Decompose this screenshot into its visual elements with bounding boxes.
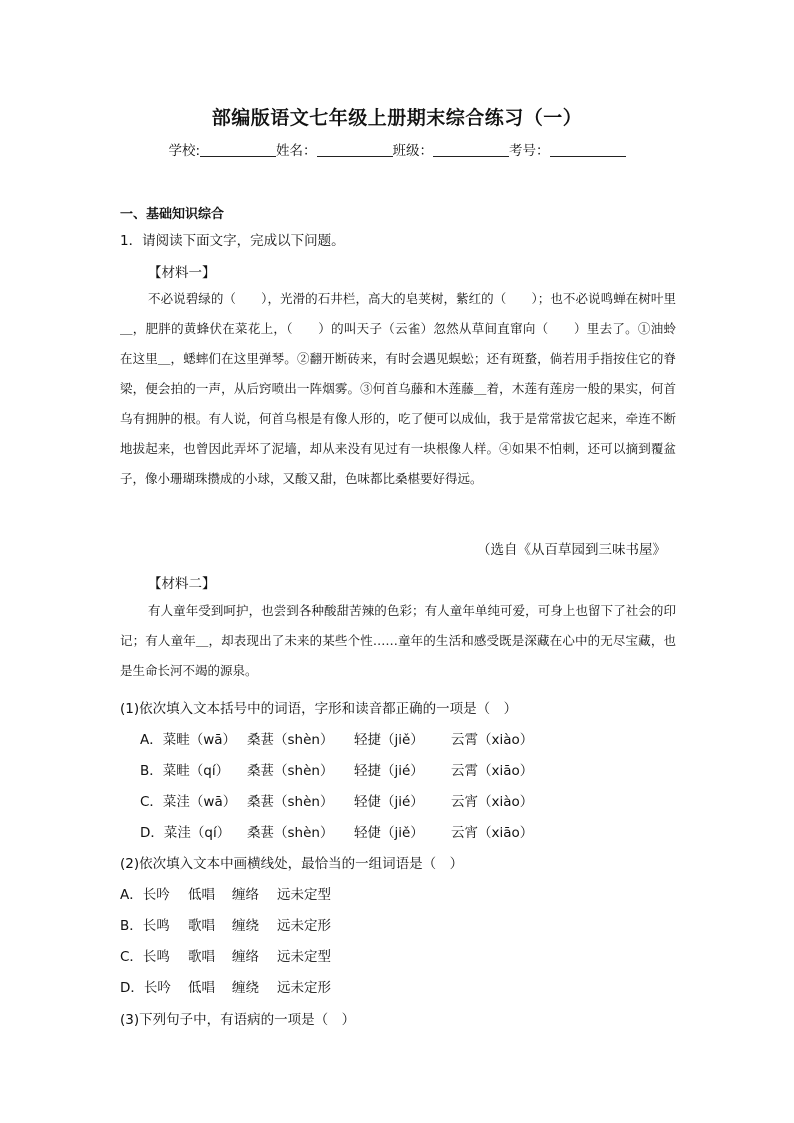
option-line bbox=[120, 945, 357, 965]
option-item: 缠绕 bbox=[232, 918, 259, 934]
option-item: 轻倢（jiě） bbox=[354, 825, 424, 841]
option-line bbox=[140, 728, 551, 748]
option-item: 云霄（xiào） bbox=[451, 732, 534, 748]
name-label: 姓名： bbox=[276, 143, 317, 159]
class-label: 班级： bbox=[392, 143, 434, 159]
option-label: D．长吟 bbox=[120, 980, 171, 996]
sub-question-2: (2)依次填入文本中画横线处，最恰当的一组词语是（ ） bbox=[120, 856, 464, 872]
material-1-heading: 【材料一】 bbox=[148, 265, 216, 281]
option-item: 歌唱 bbox=[188, 918, 215, 934]
material-1-source: （选自《从百草园到三味书屋》 bbox=[477, 542, 666, 558]
class-blank bbox=[433, 142, 509, 157]
option-label: A．菜畦（wā） bbox=[140, 732, 237, 748]
option-label: B．菜畦（qí） bbox=[140, 763, 230, 779]
option-item: 缠络 bbox=[232, 949, 259, 965]
exam-no-blank bbox=[550, 142, 626, 157]
option-label: D．菜洼（qí） bbox=[140, 825, 231, 841]
sub-question-3: (3)下列句子中，有语病的一项是（ ） bbox=[120, 1012, 356, 1028]
option-item: 缠络 bbox=[232, 887, 259, 903]
option-item: 桑葚（shèn） bbox=[247, 763, 334, 779]
option-item: 云宵（xiāo） bbox=[451, 825, 534, 841]
question-1: 1．请阅读下面文字，完成以下问题。 bbox=[120, 233, 345, 249]
option-item: 轻倢（jié） bbox=[354, 794, 424, 810]
student-info-line bbox=[0, 139, 794, 159]
material-1-text: 不必说碧绿的（ ），光滑的石井栏，高大的皂荚树，紫红的（ ）；也不必说鸣蝉在树叶里＿，肥胖的黄蜂伏在菜花上，（ ）的叫天子（云雀）忽然从草间直窜向（ ）里去了。①油蛉在这里＿，蟋蟀们在这里弹琴。②翻开断砖来，有时会遇见蜈蚣；还有斑蝥，倘若用手指按住它的脊梁，便会拍的一声，从后窍喷出一阵烟雾。③何首乌藤和木莲藤＿着，木莲有莲房一般的果实，何首乌有拥肿的根。有人说，何首乌根是有像人形的，吃了便可以成仙，我于是常常拔它起来，牵连不断地拔起来，也曾因此弄坏了泥墙，却从来没有见过有一块根像人样。④如果不怕刺，还可以摘到覆盆子，像小珊瑚珠攒成的小球，又酸又甜，色味都比桑椹要好得远。 bbox=[120, 291, 676, 486]
option-item: 歌唱 bbox=[188, 949, 215, 965]
option-label: C．长鸣 bbox=[120, 949, 170, 965]
school-blank bbox=[200, 142, 276, 157]
option-item: 缠绕 bbox=[232, 980, 259, 996]
option-label: A．长吟 bbox=[120, 887, 170, 903]
option-item: 低唱 bbox=[188, 887, 215, 903]
option-line bbox=[140, 759, 551, 779]
exam-no-label: 考号： bbox=[509, 143, 550, 159]
option-item: 轻捷（jiě） bbox=[354, 732, 424, 748]
option-item: 远未定形 bbox=[277, 980, 331, 996]
option-line bbox=[120, 883, 357, 903]
option-line bbox=[120, 914, 357, 934]
option-line bbox=[120, 976, 357, 996]
option-item: 轻捷（jié） bbox=[354, 763, 424, 779]
option-label: C．菜洼（wā） bbox=[140, 794, 237, 810]
material-2-heading: 【材料二】 bbox=[148, 576, 216, 592]
option-item: 桑葚（shèn） bbox=[247, 732, 334, 748]
material-2-text: 有人童年受到呵护，也尝到各种酸甜苦辣的色彩；有人童年单纯可爱，可身上也留下了社会的印记；有人童年＿，却表现出了未来的某些个性……童年的生活和感受既是深藏在心中的无尽宝藏，也是生命长河不竭的源泉。 bbox=[120, 603, 676, 678]
page-title: 部编版语文七年级上册期末综合练习（一） bbox=[211, 107, 583, 129]
section-heading: 一、基础知识综合 bbox=[120, 207, 225, 222]
option-item: 桑葚（shèn） bbox=[247, 794, 334, 810]
option-item: 远未定型 bbox=[277, 949, 331, 965]
option-item: 远未定型 bbox=[277, 887, 331, 903]
option-item: 低唱 bbox=[188, 980, 215, 996]
sub-question-1: (1)依次填入文本括号中的词语，字形和读音都正确的一项是（ ） bbox=[120, 701, 518, 717]
option-line bbox=[140, 790, 551, 810]
option-label: B．长鸣 bbox=[120, 918, 170, 934]
name-blank bbox=[317, 142, 393, 157]
school-label: 学校: bbox=[168, 143, 201, 159]
option-item: 桑葚（shèn） bbox=[247, 825, 334, 841]
option-item: 云霄（xiāo） bbox=[451, 763, 534, 779]
option-item: 云宵（xiào） bbox=[451, 794, 534, 810]
option-item: 远未定形 bbox=[277, 918, 331, 934]
option-line bbox=[140, 821, 551, 841]
